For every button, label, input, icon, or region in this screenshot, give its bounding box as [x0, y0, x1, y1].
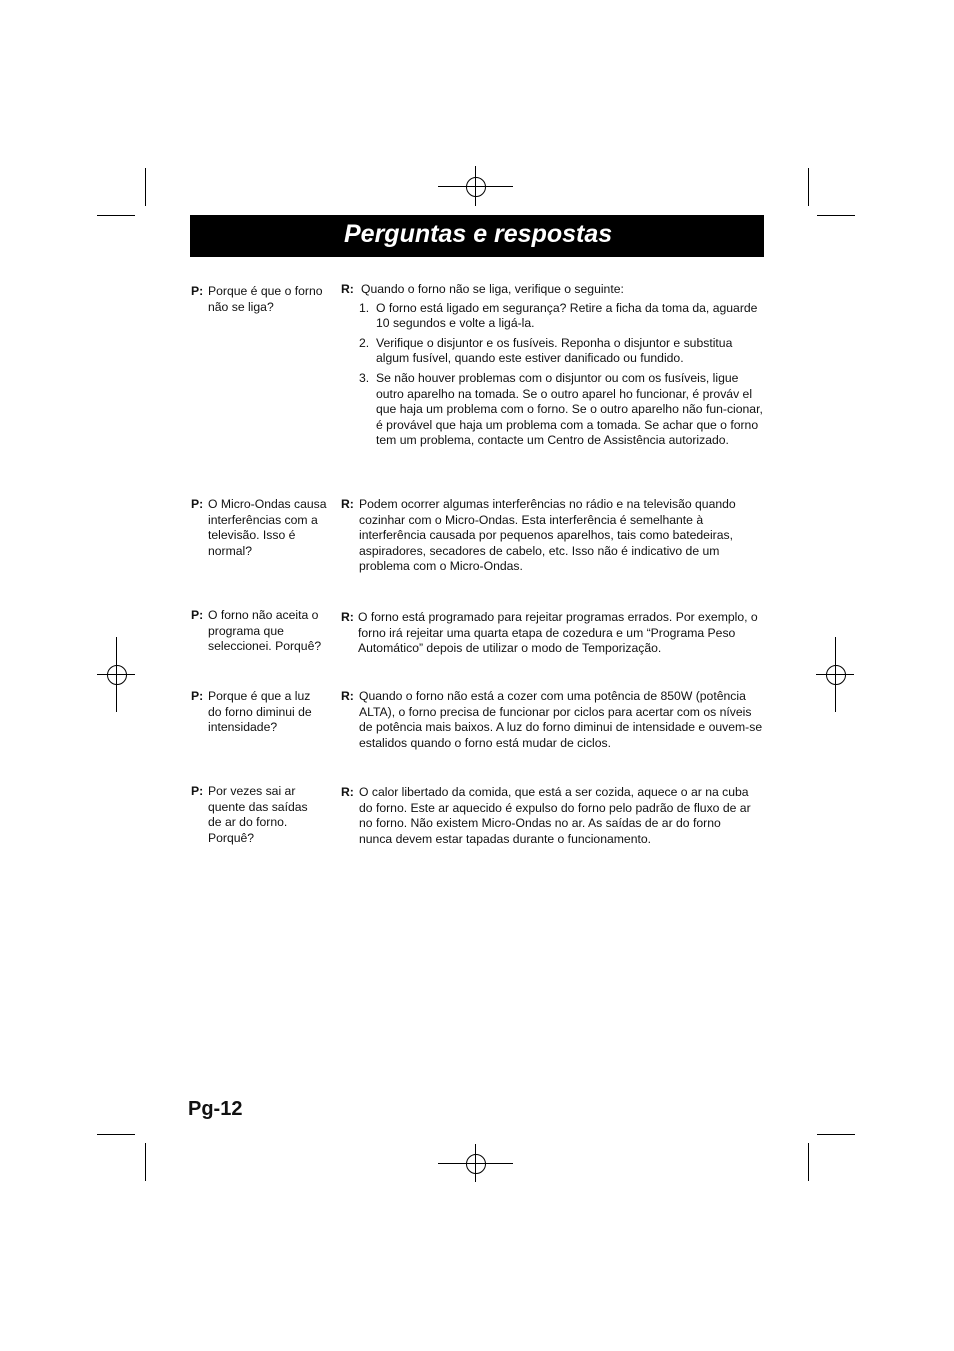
question — [191, 497, 331, 559]
question — [191, 689, 331, 736]
question-label: P: — [191, 284, 204, 298]
question-text: O Micro-Ondas causa interferências com a televisão. Isso é normal? — [208, 497, 327, 558]
page-title: Perguntas e respostas — [344, 220, 613, 248]
page-number: Pg-12 — [188, 1098, 243, 1120]
list-item-text: Verifique o disjuntor e os fusíveis. Reponha o disjuntor e substitua algum fusível, quando este estiver danificado ou fundido. — [376, 335, 733, 366]
answer — [341, 689, 766, 751]
answer — [341, 785, 766, 847]
answer-label: R: — [341, 282, 354, 296]
crop-mark — [145, 168, 146, 206]
answer-label: R: — [341, 497, 354, 511]
list-item — [341, 301, 766, 332]
question-label: P: — [191, 784, 204, 798]
crop-mark — [97, 1134, 135, 1135]
question — [191, 784, 331, 846]
question-label: P: — [191, 608, 204, 622]
list-item-text: Se não houver problemas com o disjuntor ou com os fusíveis, ligue outro aparelho na tomada. Se o outro aparel ho funcionar, é prováv el que haja um problema com o forno. Se o outro aparelho não fun-cionar, é provável que haja um problema com a tomada. Se achar que o forno tem um problema, contacte um Centro de Assistência autorizado. — [376, 370, 763, 448]
list-number: 1. — [359, 300, 370, 315]
answer — [341, 282, 766, 453]
question-text: Porque é que o forno não se liga? — [208, 284, 323, 314]
answer-text: O forno está programado para rejeitar programas errados. Por exemplo, o forno irá rejeitar uma quarta etapa de cozedura e um “Programa Peso Automático” depois de utilizar o modo de Temporização. — [358, 610, 758, 656]
crop-mark — [145, 1143, 146, 1181]
question — [191, 608, 331, 655]
answer-text: Podem ocorrer algumas interferências no rádio e na televisão quando cozinhar com o Micro-Ondas. Esta interferência é semelhante à interferência causada por pequenos aparelhos, tais como batedeiras, aspiradores, secadores de cabelo, etc. Isso não é indicativo de um problema com o Micro-Ondas. — [359, 497, 736, 574]
question-text: Porque é que a luz do forno diminui de intensidade? — [208, 689, 312, 735]
list-number: 3. — [359, 370, 370, 385]
crop-mark — [817, 1134, 855, 1135]
question-text: Por vezes sai ar quente das saídas de ar do forno. Porquê? — [208, 784, 308, 845]
answer — [341, 497, 766, 575]
crop-mark — [808, 1143, 809, 1181]
answer-label: R: — [341, 785, 354, 799]
answer-text: O calor libertado da comida, que está a ser cozida, aquece o ar na cuba do forno. Este ar aquecido é expulso do forno pelo padrão de fluxo de ar no forno. Não existem Micro-Ondas no ar. As saídas de ar do forno nunca devem estar tapadas durante o funcionamento. — [359, 785, 751, 846]
answer-text: Quando o forno não está a cozer com uma potência de 850W (potência ALTA), o forno precisa de funcionar por ciclos para acertar com os níveis de potência mais baixos. A luz do forno diminui de intensidade e ouvem-se estalidos quando o forno está mudar de ciclos. — [359, 689, 763, 750]
question-label: P: — [191, 497, 204, 511]
crop-mark — [808, 168, 809, 206]
list-item — [341, 336, 766, 367]
question — [191, 284, 331, 315]
answer — [341, 610, 766, 657]
answer-list — [341, 301, 766, 449]
answer-label: R: — [341, 689, 354, 703]
list-item — [341, 371, 766, 449]
crop-mark — [97, 215, 135, 216]
question-label: P: — [191, 689, 204, 703]
answer-label: R: — [341, 610, 354, 624]
crop-mark — [817, 215, 855, 216]
question-text: O forno não aceita o programa que seleccionei. Porquê? — [208, 608, 322, 654]
list-number: 2. — [359, 335, 370, 350]
list-item-text: O forno está ligado em segurança? Retire a ficha da toma da, aguarde 10 segundos e volte a ligá-la. — [376, 300, 758, 331]
answer-intro: Quando o forno não se liga, verifique o seguinte: — [361, 282, 624, 296]
title-bar — [190, 215, 764, 257]
